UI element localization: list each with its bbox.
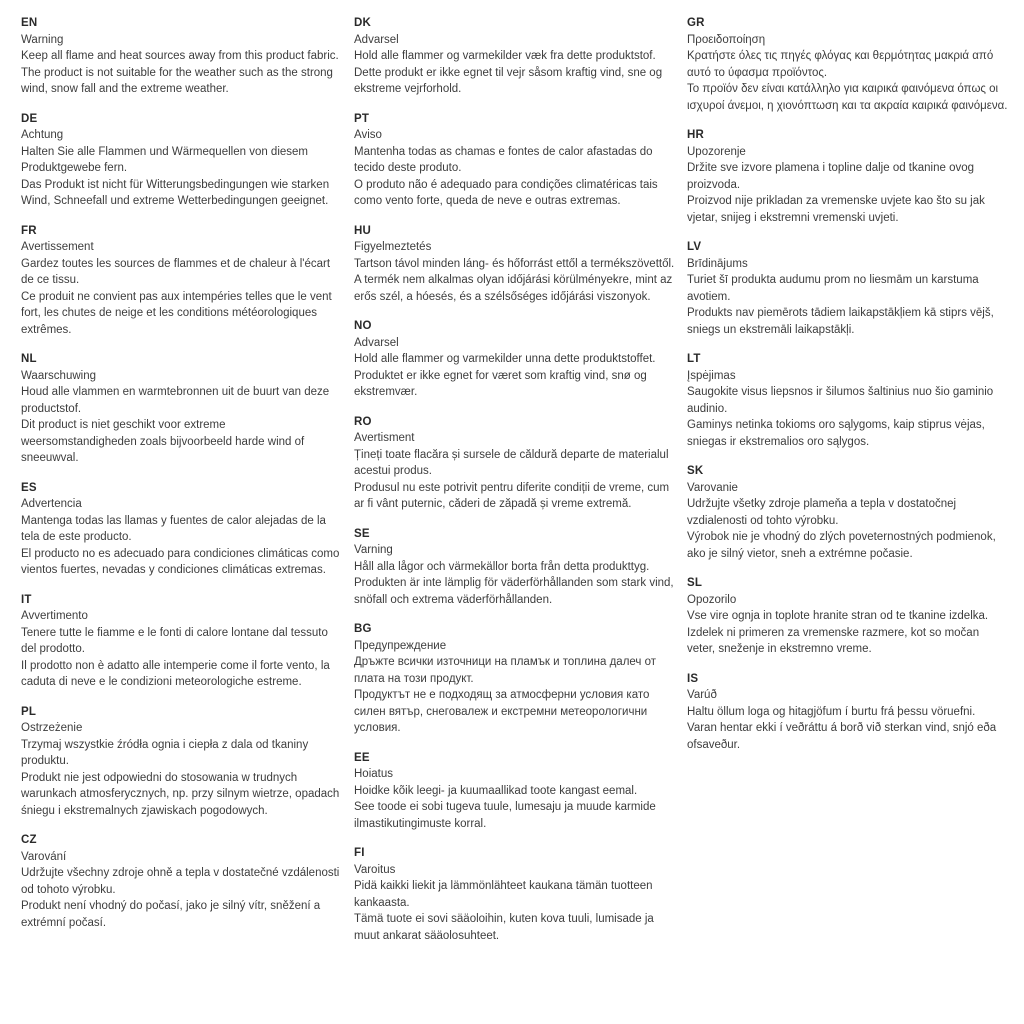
warning-sentence: Gaminys netinka tokioms oro sąlygoms, kaip stiprus vėjas, sniegas ir ekstremalios oro sąlygos.	[687, 419, 985, 448]
language-code: GR	[687, 17, 705, 29]
warning-sentence: Saugokite visus liepsnos ir šilumos šaltinius nuo šio gaminio audinio.	[687, 386, 994, 415]
warning-sentence: Haltu öllum loga og hitagjöfum í burtu frá þessu vöruefni.	[687, 705, 976, 718]
warning-sentence: Produkten är inte lämplig för väderförhållanden som stark vind, snöfall och extrema väderförhållanden.	[354, 577, 674, 606]
warning-sentence: Udržujte všechny zdroje ohně a tepla v dostatečné vzdálenosti od tohoto výrobku.	[21, 867, 340, 896]
warning-sentence: Produkt nie jest odpowiedni do stosowania w trudnych warunkach atmosferycznych, np. przy silnym wietrze, opadach śniegu i ekstremalnych zjawiskach pogodowych.	[21, 771, 340, 817]
warning-sentence: Izdelek ni primeren za vremenske razmere, kot so močan veter, sneženje in ekstremno vreme.	[687, 626, 980, 655]
warning-sentence: Turiet šī produkta audumu prom no liesmām un karstuma avotiem.	[687, 274, 979, 303]
warning-sentence: Pidä kaikki liekit ja lämmönlähteet kaukana tämän tuotteen kankaasta.	[354, 880, 653, 909]
warning-entry-es	[21, 480, 344, 579]
language-code: SL	[687, 577, 703, 589]
language-code: SE	[354, 527, 370, 540]
warning-sentence: Mantenga todas las llamas y fuentes de calor alejadas de la tela de este producto.	[21, 514, 326, 543]
warning-entry-lv	[687, 239, 1010, 338]
warning-sentence: Gardez toutes les sources de flammes et de chaleur à l'écart de ce tissu.	[21, 257, 331, 286]
warning-entry-nl	[21, 351, 344, 467]
warning-sentence: Houd alle vlammen en warmtebronnen uit de buurt van deze productstof.	[21, 386, 330, 415]
warning-sentence: Tenere tutte le fiamme e le fonti di calore lontane dal tessuto del prodotto.	[21, 626, 328, 655]
language-code: FI	[354, 847, 365, 859]
language-code: LT	[687, 353, 701, 365]
language-code: FR	[21, 224, 37, 237]
warning-entry-se	[354, 526, 677, 609]
warning-sentence: Mantenha todas as chamas e fontes de calor afastadas do tecido deste produto.	[354, 145, 653, 174]
warning-sentence: Vse vire ognja in toplote hranite stran od te tkanine izdelka.	[687, 610, 989, 622]
language-code: SK	[687, 465, 704, 477]
warning-title: Opozorilo	[687, 593, 737, 606]
warning-entry-ro	[354, 414, 677, 513]
warning-sentence: Tämä tuote ei sovi sääoloihin, kuten kova tuuli, lumisade ja muut ankarat sääolosuhteet.	[354, 913, 654, 942]
warning-title: Ostrzeżenie	[21, 722, 83, 734]
warning-entry-hr	[687, 127, 1010, 226]
warning-entry-fi	[354, 845, 677, 944]
warning-entry-pl	[21, 704, 344, 820]
warning-title: Varúð	[687, 689, 717, 701]
warning-entry-fr	[21, 223, 344, 339]
warning-entry-it	[21, 592, 344, 691]
warning-sentence: Produkt není vhodný do počasí, jako je silný vítr, sněžení a extrémní počasí.	[21, 900, 321, 929]
warning-sentence: Proizvod nije prikladan za vremenske uvjete kao što su jak vjetar, snijeg i ekstremni vremenski uvjeti.	[687, 195, 985, 224]
warning-entry-hu	[354, 223, 677, 306]
warning-title: Hoiatus	[354, 768, 393, 780]
language-code: EN	[21, 17, 38, 29]
warning-title: Waarschuwing	[21, 369, 96, 382]
warning-title: Brīdinājums	[687, 257, 748, 270]
warning-sentence: Keep all flame and heat sources away from this product fabric.	[21, 50, 339, 62]
warning-sentence: A termék nem alkalmas olyan időjárási körülményekre, mint az erős szél, a hóesés, és a szélsőséges időjárási viszonyok.	[354, 274, 673, 303]
warning-entry-sk	[687, 463, 1010, 562]
warning-sentence: Дръжте всички източници на пламък и топлина далеч от плата на този продукт.	[354, 656, 657, 685]
language-code: PL	[21, 705, 37, 718]
warning-sentence: Trzymaj wszystkie źródła ognia i ciepła z dala od tkaniny produktu.	[21, 738, 309, 767]
warning-sentence: Το προϊόν δεν είναι κατάλληλο για καιρικά φαινόμενα όπως οι ισχυροί άνεμοι, η χιονόπτωση και τα ακραία καιρικά φαινόμενα.	[687, 83, 1008, 112]
warning-entry-bg	[354, 621, 677, 737]
language-code: BG	[354, 623, 372, 635]
language-code: CZ	[21, 834, 37, 846]
warning-title: Achtung	[21, 129, 64, 141]
language-code: ES	[21, 481, 37, 494]
warning-title: Įspėjimas	[687, 369, 736, 382]
language-code: HU	[354, 224, 372, 237]
warning-sentence: Výrobok nie je vhodný do zlých poveternostných podmienok, ako je silný vietor, sneh a extrémne počasie.	[687, 531, 996, 560]
language-code: PT	[354, 112, 370, 125]
warning-title: Figyelmeztetés	[354, 241, 432, 253]
warning-title: Aviso	[354, 129, 382, 141]
language-code: DK	[354, 17, 372, 29]
warning-sentence: El producto no es adecuado para condiciones climáticas como vientos fuertes, nevadas y condiciones climáticas extremas.	[21, 547, 340, 576]
language-code: EE	[354, 751, 370, 764]
warning-title: Avvertimento	[21, 610, 88, 622]
warning-entry-no	[354, 318, 677, 401]
warning-entry-gr	[687, 15, 1010, 114]
warning-title: Varoitus	[354, 863, 396, 876]
warning-sentence: See toode ei sobi tugeva tuule, lumesaju ja muude karmide ilmastikutingimuste korral.	[354, 801, 656, 830]
warning-sentence: Hold alle flammer og varmekilder væk fra dette produktstof.	[354, 50, 656, 62]
warning-title: Προειδοποίηση	[687, 33, 766, 46]
warning-entry-lt	[687, 351, 1010, 450]
warning-title: Advarsel	[354, 336, 399, 349]
warning-title: Upozorenje	[687, 145, 746, 158]
warning-sentence: Varan hentar ekki í veðráttu á borð við sterkan vind, snjó eða ofsaveður.	[687, 722, 997, 751]
language-code: NO	[354, 320, 372, 332]
warning-sentence: Produsul nu este potrivit pentru diferite condiții de vreme, cum ar fi vânt puternic, căderi de zăpadă și vreme extremă.	[354, 481, 670, 510]
warning-sentence: Dette produkt er ikke egnet til vejr såsom kraftig vind, sne og ekstreme vejrforhold.	[354, 66, 663, 95]
language-code: HR	[687, 129, 705, 141]
language-code: IS	[687, 672, 699, 685]
warning-sentence: Țineți toate flacăra și sursele de căldură departe de materialul acestui produs.	[354, 448, 669, 477]
column-2	[354, 15, 687, 957]
warning-sentence: Produkts nav piemērots tādiem laikapstākļiem kā stiprs vējš, sniegs un ekstremāli laikapstākļi.	[687, 307, 994, 336]
warning-entry-pt	[354, 111, 677, 210]
warning-entry-en	[21, 15, 344, 98]
column-3	[687, 15, 1020, 957]
warning-sentence: Udržujte všetky zdroje plameňa a tepla v dostatočnej vzdialenosti od tohto výrobku.	[687, 498, 957, 527]
warning-sentence: Produktet er ikke egnet for været som kraftig vind, snø og ekstremvær.	[354, 369, 647, 398]
warning-entry-is	[687, 671, 1010, 754]
warning-sentence: Dit product is niet geschikt voor extreme weersomstandigheden zoals bijvoorbeeld harde wind of sneeuwval.	[21, 419, 305, 464]
warning-title: Varovanie	[687, 481, 738, 494]
warning-title: Предупреждение	[354, 639, 447, 652]
warning-sentence: Håll alla lågor och värmekällor borta från detta produkttyg.	[354, 560, 650, 573]
warning-entry-de	[21, 111, 344, 210]
warning-title: Avertisment	[354, 432, 415, 444]
warning-title: Avertissement	[21, 241, 94, 253]
language-code: NL	[21, 353, 37, 365]
warning-entry-ee	[354, 750, 677, 833]
warning-entry-dk	[354, 15, 677, 98]
warning-sentence: Das Produkt ist nicht für Witterungsbedingungen wie starken Wind, Schneefall und extreme Wetterbedingungen geeignet.	[21, 178, 330, 207]
warning-entry-cz	[21, 832, 344, 931]
warning-sentence: The product is not suitable for the weather such as the strong wind, snow fall and the extreme weather.	[21, 66, 333, 95]
warning-sentence: Il prodotto non è adatto alle intemperie come il forte vento, la caduta di neve e le condizioni meteorologiche estreme.	[21, 659, 330, 688]
language-code: IT	[21, 593, 32, 606]
warning-title: Advarsel	[354, 33, 399, 46]
warning-sentence: Hold alle flammer og varmekilder unna dette produktstoffet.	[354, 353, 656, 365]
warning-title: Varování	[21, 850, 67, 863]
warning-title: Varning	[354, 544, 393, 556]
column-1	[21, 15, 354, 957]
warning-sentence: O produto não é adequado para condições climatéricas tais como vento forte, queda de neve e outras extremas.	[354, 178, 658, 207]
warning-sentence: Držite sve izvore plamena i topline dalje od tkanine ovog proizvoda.	[687, 162, 975, 191]
warning-title: Warning	[21, 33, 64, 46]
language-code: DE	[21, 112, 38, 125]
language-code: LV	[687, 241, 702, 253]
warning-sentence: Halten Sie alle Flammen und Wärmequellen von diesem Produktgewebe fern.	[21, 145, 309, 174]
warning-sentence: Tartson távol minden láng- és hőforrást ettől a termékszövettől.	[354, 257, 675, 270]
warning-sentence: Κρατήστε όλες τις πηγές φλόγας και θερμότητας μακριά από αυτό το ύφασμα προϊόντος.	[687, 50, 994, 79]
language-code: RO	[354, 415, 372, 428]
warning-title: Advertencia	[21, 498, 82, 510]
warning-sentence: Ce produit ne convient pas aux intempéries telles que le vent fort, les chutes de neige et les conditions météorologiques extrêmes.	[21, 290, 332, 336]
warning-entry-sl	[687, 575, 1010, 658]
warning-sentence: Hoidke kõik leegi- ja kuumaallikad toote kangast eemal.	[354, 784, 638, 797]
warning-sentence: Продуктът не е подходящ за атмосферни условия като силен вятър, снеговалеж и екстремни метеорологични условия.	[354, 689, 650, 734]
